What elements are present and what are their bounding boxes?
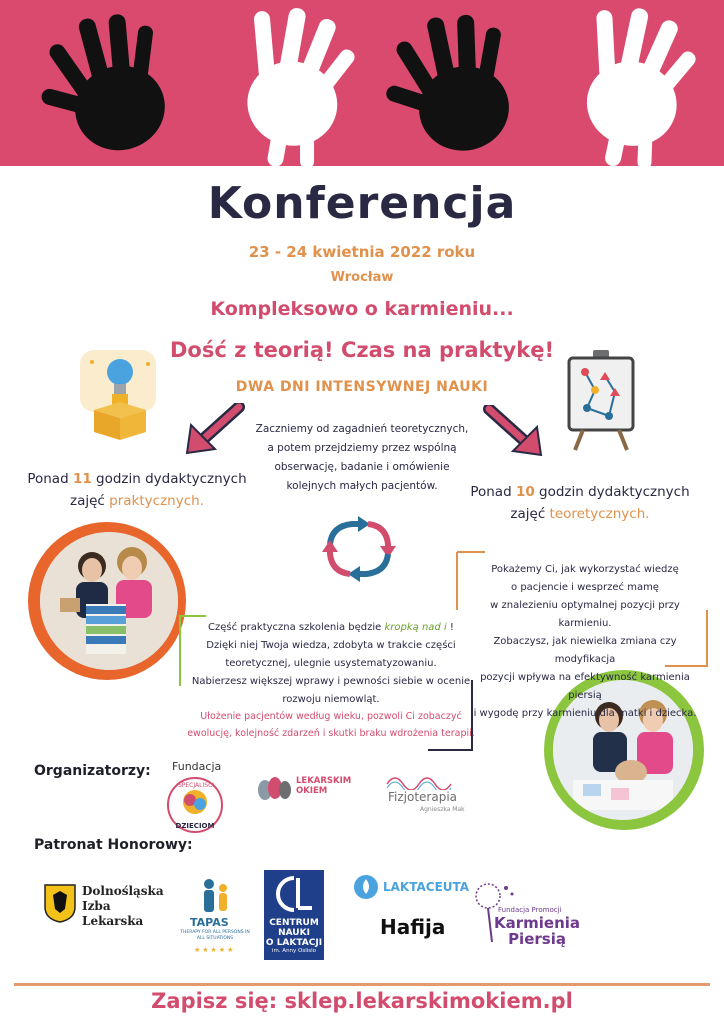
right-box-line: pozycji wpływa na efektywność karmienia piersią bbox=[480, 672, 690, 701]
header-banner bbox=[0, 0, 724, 166]
right-box-line: Zobaczysz, jak niewielka zmiana czy modyfikacja bbox=[493, 636, 677, 665]
laktaceuta-drop-icon bbox=[353, 874, 379, 900]
tapas-sub-text: THERAPY FOR ALL PERSONS IN ALL SITUATIONS bbox=[180, 930, 250, 941]
footer-divider bbox=[14, 983, 710, 986]
cycle-arrows-icon bbox=[322, 516, 396, 582]
strategy-board-icon bbox=[565, 350, 637, 452]
theoretical-prefix: Ponad bbox=[470, 484, 516, 500]
theoretical-hours-count: 10 bbox=[515, 484, 535, 500]
centrum-line: CENTRUM bbox=[269, 918, 319, 928]
event-city: Wrocław bbox=[330, 270, 394, 285]
laktaceuta-logo-text: LAKTACEUTA bbox=[383, 880, 470, 894]
right-box-line: w znalezieniu optymalnej pozycji przy karmieniu. bbox=[490, 600, 680, 629]
idea-box-icon bbox=[72, 350, 162, 442]
black-hand-icon bbox=[370, 4, 525, 165]
okiem-text: OKIEM bbox=[296, 786, 328, 796]
karmienia-piersia-logo-text bbox=[494, 915, 580, 947]
practical-prefix: Ponad bbox=[27, 471, 73, 487]
left-box-line: Nabierzesz większej wprawy i pewności siebie w ocenie bbox=[191, 676, 471, 687]
fizjoterapia-wave-icon bbox=[385, 770, 457, 790]
dil-line: Lekarska bbox=[82, 914, 144, 928]
practical-hours-count: 11 bbox=[72, 471, 92, 487]
lekarskim-text: LEKARSKIM bbox=[296, 776, 352, 786]
lekarskim-okiem-logo-text bbox=[296, 776, 351, 796]
centrum-line: O LAKTACJI bbox=[265, 938, 323, 948]
centrum-text bbox=[264, 918, 324, 948]
intro-line: Zaczniemy od zagadnień teoretycznych, bbox=[255, 423, 469, 435]
left-box-line: ! bbox=[446, 622, 454, 633]
tapas-figures-icon bbox=[193, 876, 239, 916]
arrow-down-left-icon bbox=[185, 403, 245, 457]
highlight-text: kropką nad i bbox=[384, 622, 447, 633]
handprints-graphic bbox=[0, 0, 724, 166]
tagline-3: DWA DNI INTENSYWNEJ NAUKI bbox=[235, 379, 489, 395]
tapas-logo-text: TAPAS bbox=[190, 916, 229, 929]
right-box-line: Pokażemy Ci, jak wykorzystać wiedzę bbox=[491, 564, 679, 575]
right-box-text bbox=[464, 561, 706, 723]
karmienia-text: Karmienia bbox=[494, 914, 581, 932]
fizjoterapia-logo-text: Fizjoterapia bbox=[388, 790, 458, 804]
pink-line: Ułożenie pacjentów według wieku, pozwoli Ci zobaczyć bbox=[200, 711, 462, 722]
fundacja-top-text: Fundacja bbox=[172, 760, 222, 773]
pink-line: ewolucję, kolejność zdarzeń i skutki braku wdrożenia terapii. bbox=[187, 728, 475, 739]
signup-link[interactable]: Zapisz się: sklep.lekarskimokiem.pl bbox=[151, 989, 573, 1013]
piersia-text: Piersią bbox=[508, 930, 566, 948]
centrum-cl-icon bbox=[264, 870, 324, 914]
practical-line2: zajęć bbox=[70, 493, 110, 509]
left-box-line: Dzięki niej Twoja wiedza, zdobyta w trakcie części bbox=[206, 640, 456, 651]
hafija-logo-text: Hafija bbox=[380, 915, 446, 939]
left-box-pink-text bbox=[186, 708, 476, 742]
dil-line: Dolnośląska bbox=[82, 884, 164, 898]
white-hand-icon bbox=[565, 0, 706, 166]
theoretical-kind: teoretycznych. bbox=[549, 506, 650, 522]
page-title: Konferencja bbox=[207, 178, 517, 229]
fundacja-bottom-text: DZIECIOM bbox=[175, 822, 215, 830]
left-box-line: teoretycznej, ulegnie usystematyzowaniu. bbox=[225, 658, 437, 669]
black-hand-icon bbox=[22, 2, 183, 166]
theoretical-mid: godzin dydaktycznych bbox=[534, 484, 690, 500]
birds-logo-icon bbox=[255, 770, 293, 806]
centrum-line: NAUKI bbox=[278, 928, 310, 938]
fizjoterapia-sub-text: Agnieszka Mak bbox=[420, 806, 465, 813]
dil-line: Izba bbox=[82, 899, 111, 913]
right-box-line: o pacjencie i wesprzeć mamę bbox=[511, 582, 659, 593]
intro-line: kolejnych małych pacjentów. bbox=[286, 480, 438, 492]
left-box-text bbox=[186, 619, 476, 709]
event-dates: 23 - 24 kwietnia 2022 roku bbox=[248, 243, 476, 261]
dil-logo-text bbox=[82, 884, 164, 929]
patrons-label: Patronat Honorowy: bbox=[34, 837, 193, 853]
dil-crest-icon bbox=[43, 883, 77, 923]
centrum-sub-text: im. Anny Oslislo bbox=[271, 948, 317, 954]
intro-line: a potem przejdziemy przez wspólną bbox=[267, 442, 457, 454]
tagline-2: Dość z teorią! Czas na praktykę! bbox=[169, 338, 555, 362]
fundacja-promocji-text: Fundacja Promocji bbox=[498, 906, 562, 914]
left-box-line: Część praktyczna szkolenia będzie bbox=[208, 622, 385, 633]
practical-hours bbox=[18, 468, 256, 512]
tapas-stars-icon: ★★★★★ bbox=[194, 946, 236, 954]
organizers-label: Organizatorzy: bbox=[34, 763, 151, 779]
fundacja-ring-text: SPECJALIŚCI bbox=[177, 782, 215, 789]
right-box-line: i wygodę przy karmieniu dla matki i dziecka. bbox=[473, 708, 697, 719]
tagline-1: Kompleksowo o karmieniu... bbox=[210, 298, 514, 320]
theoretical-line2: zajęć bbox=[510, 506, 550, 522]
intro-text bbox=[244, 420, 480, 496]
left-box-line: rozwoju niemowląt. bbox=[282, 694, 380, 705]
centrum-nauki-logo bbox=[264, 870, 324, 960]
white-hand-icon bbox=[228, 1, 364, 166]
practical-kind: praktycznych. bbox=[109, 493, 204, 509]
presenters-photo-left bbox=[40, 532, 178, 670]
theoretical-hours bbox=[460, 481, 700, 525]
intro-line: obserwację, badanie i omówienie bbox=[274, 461, 450, 473]
practical-mid: godzin dydaktycznych bbox=[91, 471, 247, 487]
arrow-down-right-icon bbox=[483, 405, 543, 459]
